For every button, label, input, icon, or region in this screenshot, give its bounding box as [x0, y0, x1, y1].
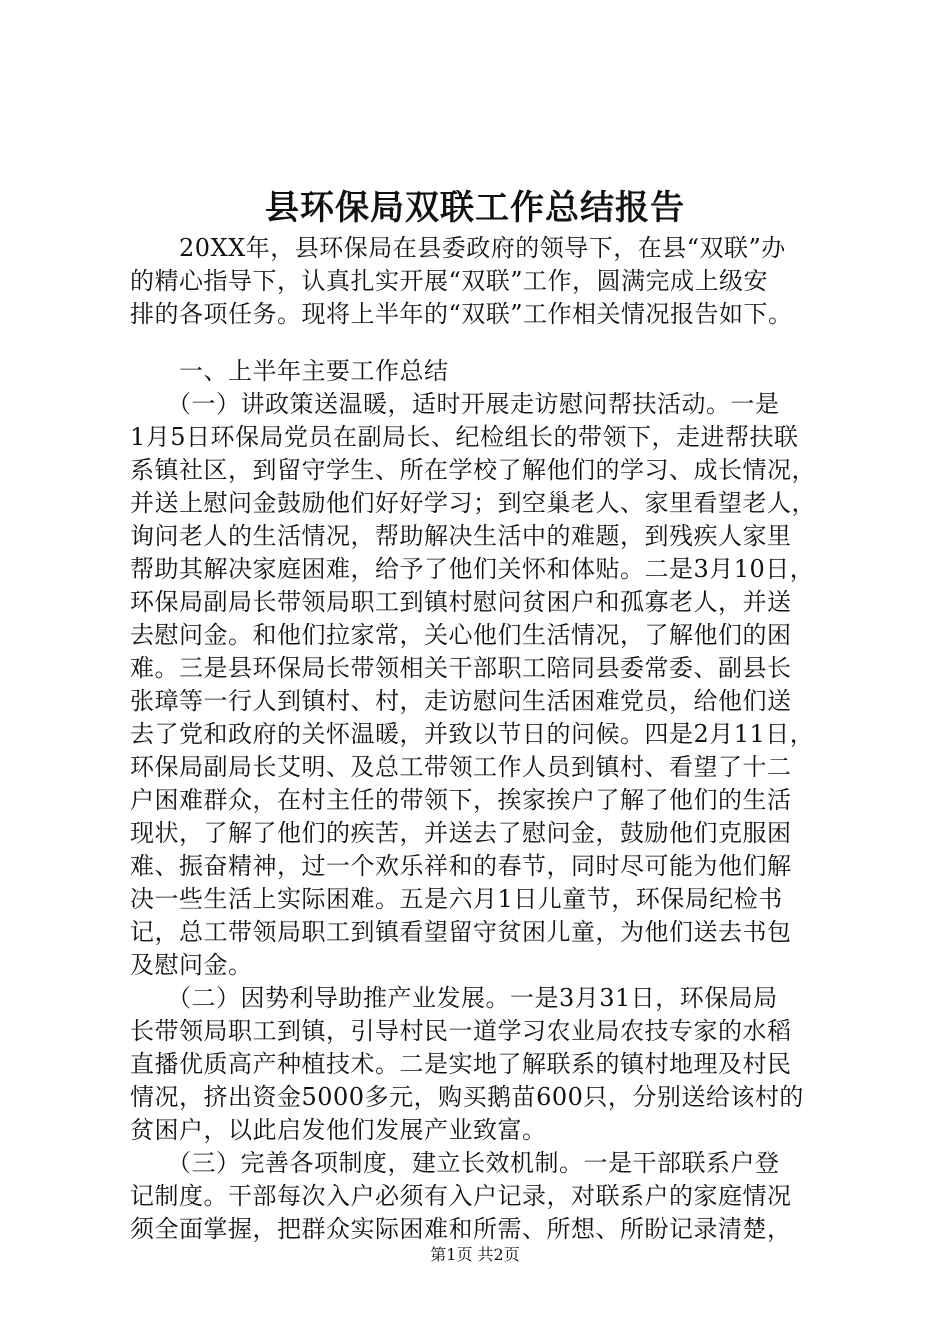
section-heading-1: 一、上半年主要工作总结: [130, 357, 449, 385]
body-line: 情况，挤出资金5000多元，购买鹅苗600只，分别送给该村的: [130, 1083, 804, 1111]
body-line: 及慰问金。: [130, 951, 253, 979]
body-line: 难、振奋精神，过一个欢乐祥和的春节，同时尽可能为他们解: [130, 852, 792, 880]
body-line: （二）因势利导助推产业发展。一是3月31日，环保局局: [130, 984, 778, 1012]
document-title: 县环保局双联工作总结报告: [265, 188, 685, 228]
body-line: （三）完善各项制度，建立长效机制。一是干部联系户登: [130, 1149, 780, 1177]
body-line: 须全面掌握，把群众实际困难和所需、所想、所盼记录清楚，: [130, 1215, 792, 1243]
body-line: （一）讲政策送温暖，适时开展走访慰问帮扶活动。一是: [130, 390, 780, 418]
paragraph-gap: [130, 331, 830, 355]
body-line: 现状，了解了他们的疾苦，并送去了慰问金，鼓励他们克服困: [130, 819, 792, 847]
body-line: 贫困户，以此启发他们发展产业致富。: [130, 1116, 547, 1144]
body-line: 长带领局职工到镇，引导村民一道学习农业局农技专家的水稻: [130, 1017, 792, 1045]
intro-line-1: 20XX年，县环保局在县委政府的领导下，在县“双联”办: [130, 234, 786, 262]
body-line: 帮助其解决家庭困难，给予了他们关怀和体贴。二是3月10日，: [130, 555, 815, 583]
body-line: 直播优质高产种植技术。二是实地了解联系的镇村地理及村民: [130, 1050, 792, 1078]
body-line: 决一些生活上实际困难。五是六月1日儿童节，环保局纪检书: [130, 885, 783, 913]
body-line: 记，总工带领局职工到镇看望留守贫困儿童，为他们送去书包: [130, 918, 792, 946]
body-line: 环保局副局长带领局职工到镇村慰问贫困户和孤寡老人，并送: [130, 588, 792, 616]
body-line: 系镇社区，到留守学生、所在学校了解他们的学习、成长情况，: [130, 456, 816, 484]
body-line: 询问老人的生活情况，帮助解决生活中的难题，到残疾人家里: [130, 522, 792, 550]
body-line: 环保局副局长艾明、及总工带领工作人员到镇村、看望了十二: [130, 753, 792, 781]
body-line: 张璋等一行人到镇村、村，走访慰问生活困难党员，给他们送: [130, 687, 792, 715]
body-line: 户困难群众，在村主任的带领下，挨家挨户了解了他们的生活: [130, 786, 792, 814]
intro-line-2: 的精心指导下，认真扎实开展“双联”工作，圆满完成上级安: [130, 267, 769, 295]
page-number: 第1页 共2页: [430, 1245, 520, 1264]
body-line: 记制度。干部每次入户必须有入户记录，对联系户的家庭情况: [130, 1182, 792, 1210]
intro-line-3: 排的各项任务。现将上半年的“双联”工作相关情况报告如下。: [130, 300, 793, 328]
body-line: 1月5日环保局党员在副局长、纪检组长的带领下，走进帮扶联: [130, 423, 799, 451]
body-line: 去慰问金。和他们拉家常，关心他们生活情况，了解他们的困: [130, 621, 792, 649]
body-line: 并送上慰问金鼓励他们好好学习；到空巢老人、家里看望老人，: [130, 489, 816, 517]
document-body: [130, 232, 830, 1246]
body-line: 去了党和政府的关怀温暖，并致以节日的问候。四是2月11日，: [130, 720, 815, 748]
body-line: 难。三是县环保局长带领相关干部职工陪同县委常委、副县长: [130, 654, 792, 682]
